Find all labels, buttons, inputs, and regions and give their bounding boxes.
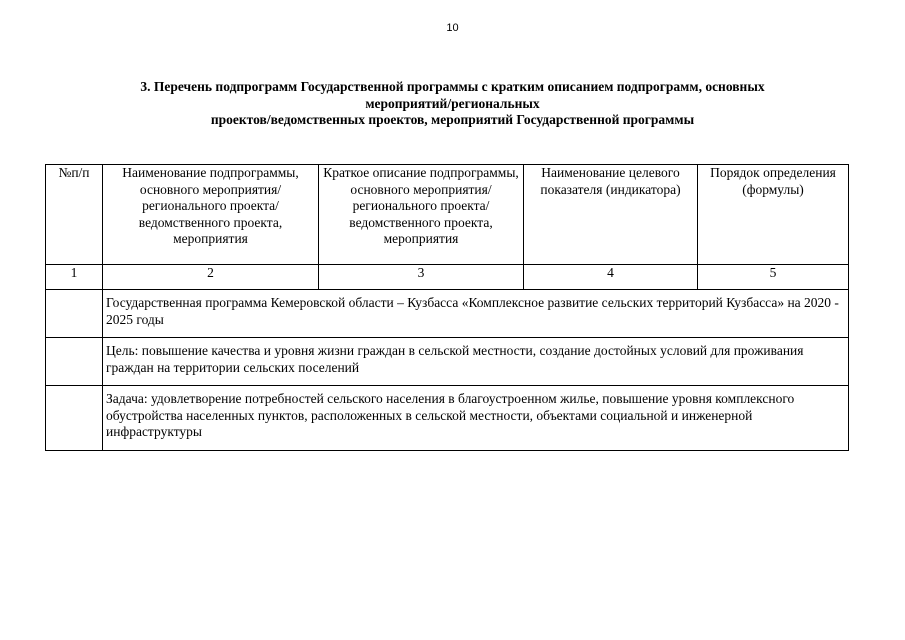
table-row — [46, 338, 849, 386]
subprograms-table — [45, 164, 849, 451]
row-number-cell — [46, 290, 103, 338]
table-row — [46, 290, 849, 338]
header-cell-description: Краткое описание подпрограммы, основного мероприятия/регионального проекта/ведомственного проекта, мероприятия — [319, 165, 524, 265]
goal-cell: Цель: повышение качества и уровня жизни граждан в сельской местности, создание достойных условий для проживания граждан на территории сельских поселений — [103, 338, 849, 386]
table-row — [46, 386, 849, 451]
heading-line: мероприятий/региональных — [365, 95, 540, 111]
column-number: 5 — [698, 265, 849, 290]
column-numbers-row — [46, 265, 849, 290]
table-header-row — [46, 165, 849, 265]
page-number: 10 — [446, 22, 459, 34]
heading-line: 3. Перечень подпрограмм Государственной программы с кратким описанием подпрограмм, основных — [140, 79, 765, 94]
column-number: 3 — [319, 265, 524, 290]
row-number-cell — [46, 338, 103, 386]
column-number: 1 — [46, 265, 103, 290]
heading-line: проектов/ведомственных проектов, мероприятий Государственной программы — [210, 112, 695, 127]
program-title-cell: Государственная программа Кемеровской области – Кузбасса «Комплексное развитие сельских территорий Кузбасса» на 2020 - 2025 годы — [103, 290, 849, 338]
header-cell-name: Наименование подпрограммы, основного мероприятия/регионального проекта/ведомственного проекта, мероприятия — [103, 165, 319, 265]
section-heading — [60, 79, 845, 129]
column-number: 2 — [103, 265, 319, 290]
row-number-cell — [46, 386, 103, 451]
column-number: 4 — [524, 265, 698, 290]
header-cell-number: №п/п — [46, 165, 103, 265]
header-cell-formula: Порядок определения (формулы) — [698, 165, 849, 265]
header-cell-indicator: Наименование целевого показателя (индикатора) — [524, 165, 698, 265]
task-cell: Задача: удовлетворение потребностей сельского населения в благоустроенном жилье, повышение уровня комплексного обустройства населенных пунктов, расположенных в сельской местности, объектами социальной и инженерной инфраструктуры — [103, 386, 849, 451]
